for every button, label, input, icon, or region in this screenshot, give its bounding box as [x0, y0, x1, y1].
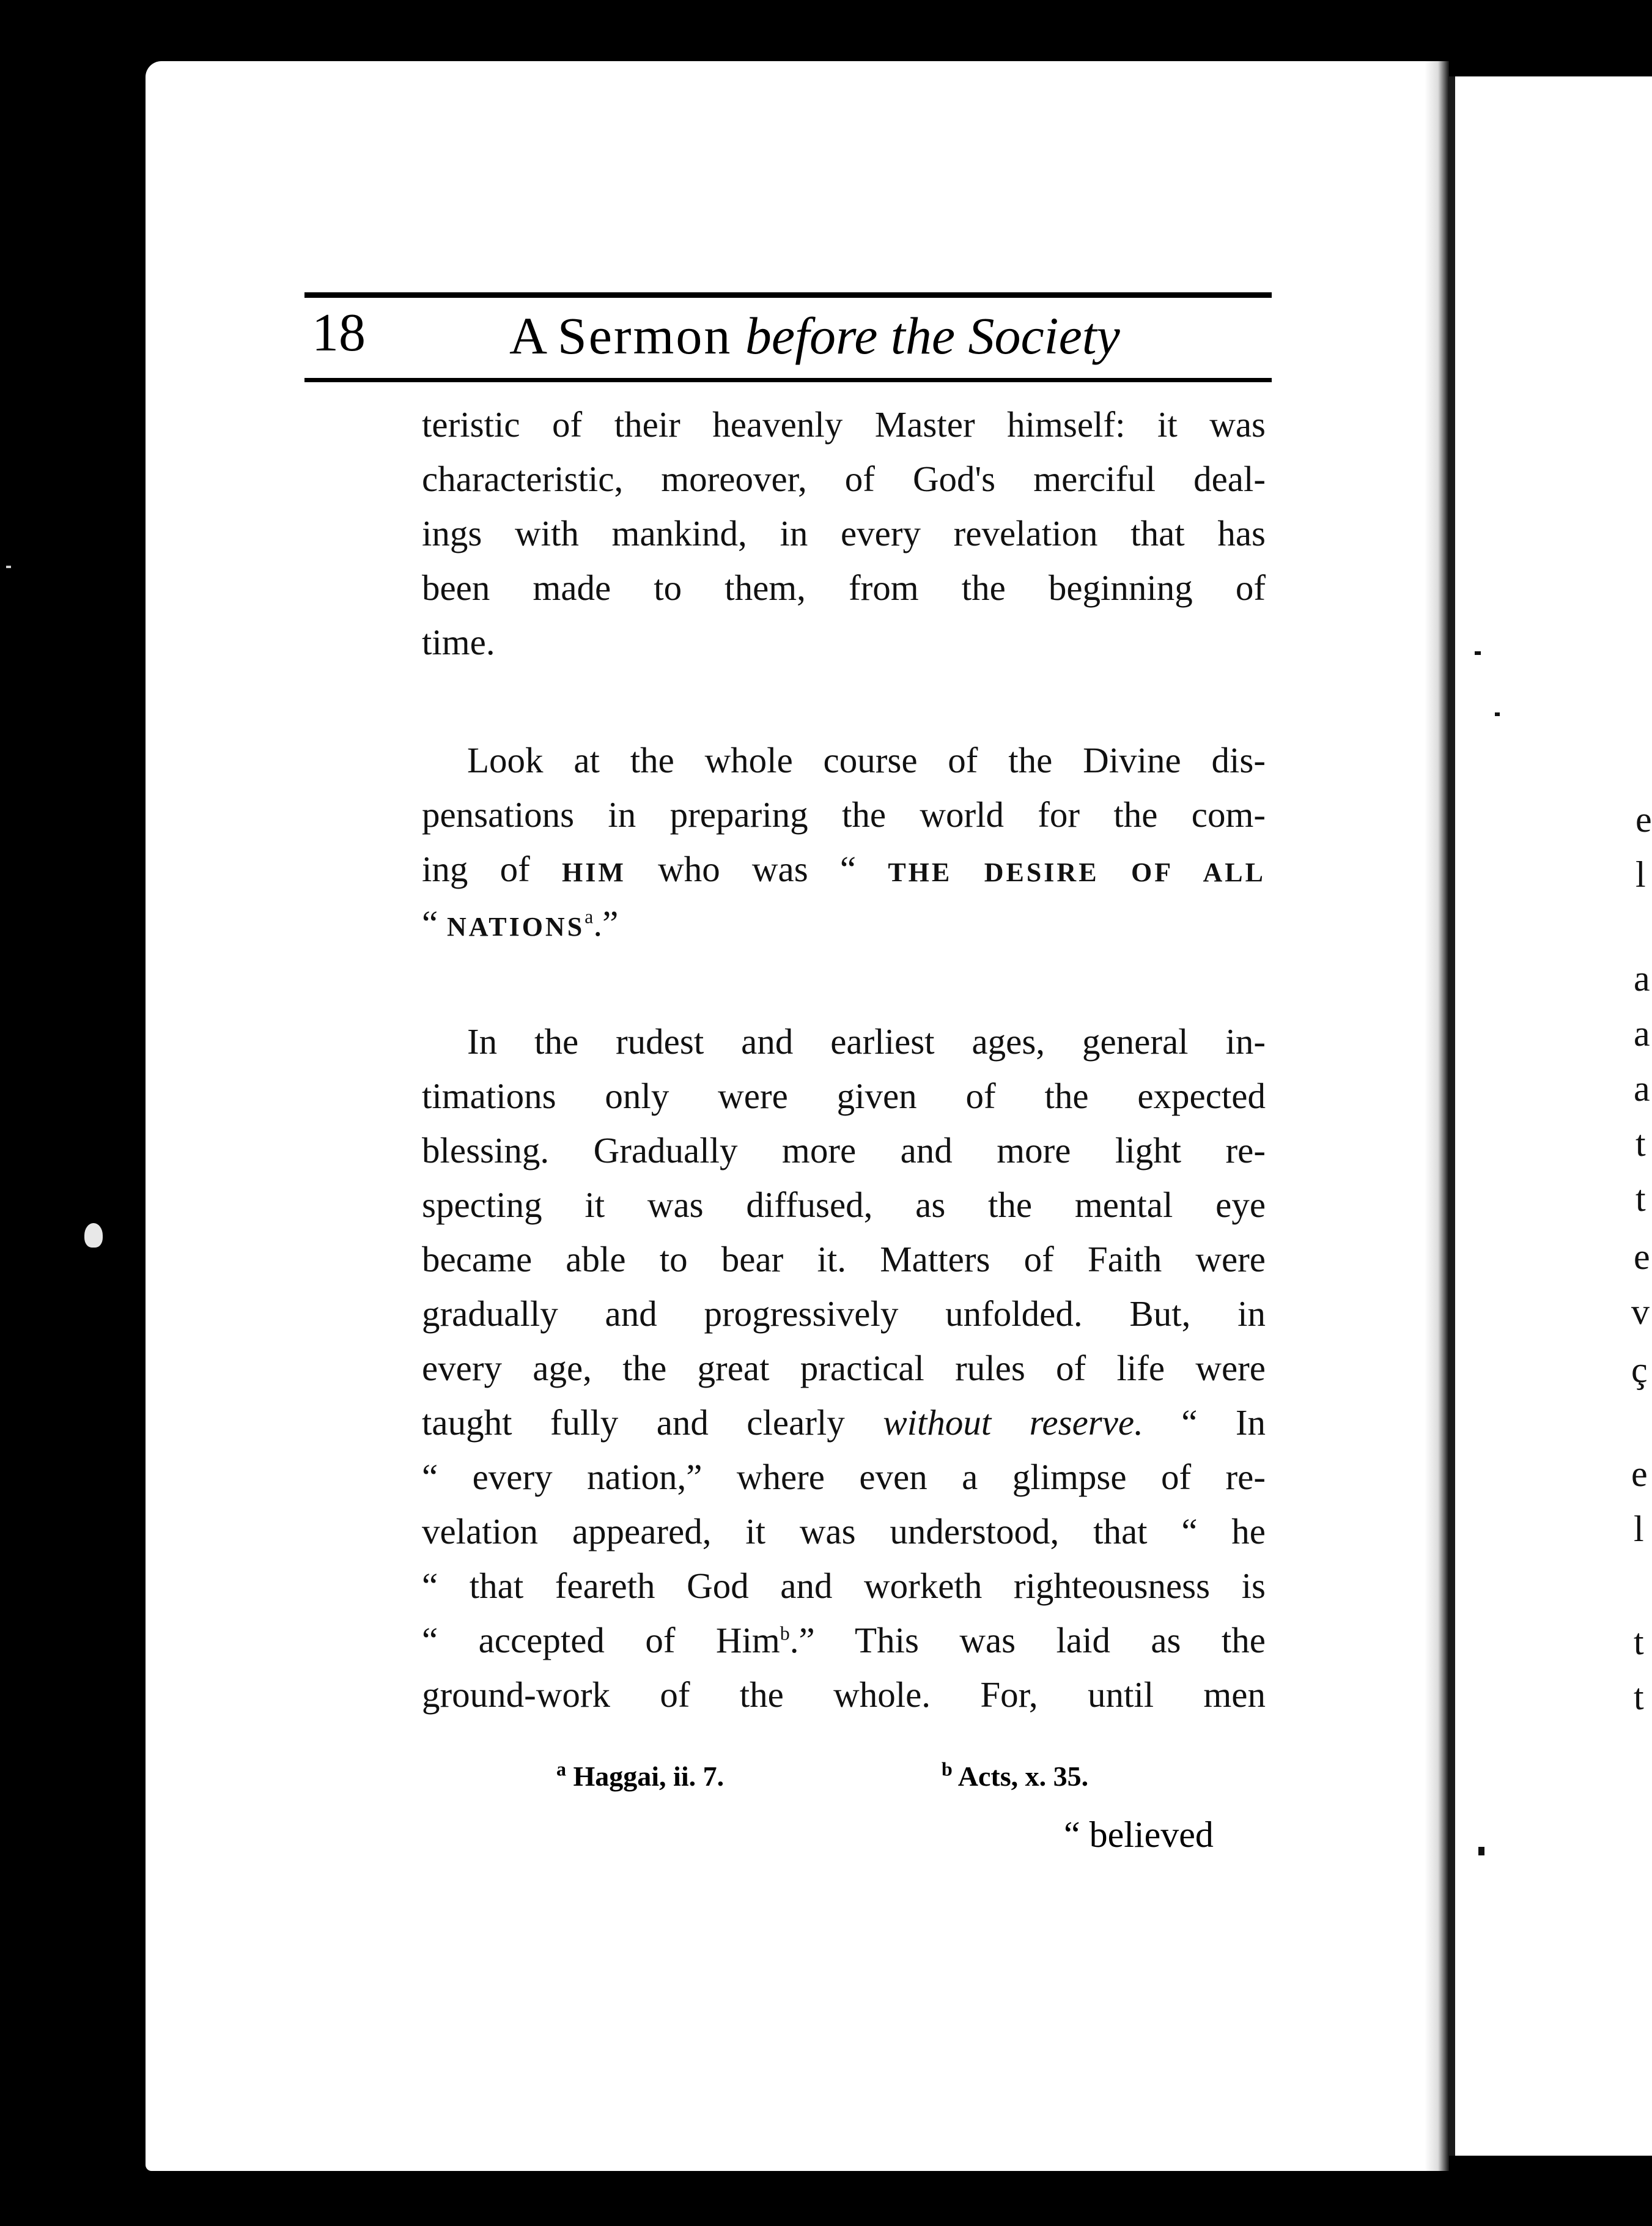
header-rule-bottom	[304, 378, 1272, 382]
text-line: In the rudest and earliest ages, general in-	[467, 1021, 1266, 1062]
edge-letter: e	[1635, 799, 1652, 840]
edge-letter: e	[1634, 1237, 1650, 1277]
text-line: gradually and progressively unfolded. But, in	[422, 1293, 1266, 1334]
margin-speck	[1495, 712, 1500, 716]
edge-letter: a	[1634, 1013, 1650, 1054]
page-gutter	[1425, 61, 1449, 2171]
edge-letter: t	[1634, 1622, 1644, 1662]
edge-letter: l	[1635, 854, 1646, 895]
margin-speck	[1478, 1847, 1484, 1855]
text-line: ings with mankind, in every revelation that has	[422, 513, 1266, 553]
text-line: time.	[422, 622, 495, 662]
text-line: been made to them, from the beginning of	[422, 568, 1266, 608]
text-line: characteristic, moreover, of God's merciful deal-	[422, 459, 1266, 499]
running-title: A Sermon before the Society	[509, 306, 1120, 365]
text-line: “ NATIONS$^a$.”	[422, 903, 619, 944]
paragraph-1	[422, 398, 1266, 670]
edge-letter: a	[1634, 958, 1650, 999]
footnotes	[556, 1752, 1259, 1801]
catchword: “ believed	[1064, 1814, 1214, 1855]
edge-letter: l	[1634, 1509, 1644, 1549]
edge-letter: t	[1634, 1677, 1644, 1717]
text-line: Look at the whole course of the Divine dis-	[467, 740, 1266, 780]
margin-speck	[1475, 651, 1481, 655]
text-line: teristic of their heavenly Master himself: it was	[422, 404, 1266, 445]
footnote-a: $^a$ Haggai, ii. 7.	[556, 1758, 725, 1792]
text-line: pensations in preparing the world for the com-	[422, 794, 1266, 835]
edge-letter: t	[1635, 1178, 1646, 1219]
paragraph-3	[422, 1015, 1266, 1722]
text-line: ing of HIM who was “ THE DESIRE OF ALL	[422, 849, 1266, 889]
text-line: became able to bear it. Matters of Faith were	[422, 1239, 1266, 1279]
text-line: ground-work of the whole. For, until men	[422, 1674, 1266, 1715]
text-line: specting it was diffused, as the mental eye	[422, 1185, 1266, 1225]
text-line: “ accepted of Him$^b$.” This was laid as the	[422, 1620, 1266, 1660]
text-line: every age, the great practical rules of life were	[422, 1348, 1266, 1388]
text-line: “ that feareth God and worketh righteousness is	[422, 1566, 1266, 1606]
edge-letter: e	[1631, 1454, 1648, 1494]
text-line: “ every nation,” where even a glimpse of re-	[422, 1457, 1266, 1497]
edge-letter: v	[1631, 1292, 1650, 1332]
edge-letter: ç	[1631, 1350, 1648, 1390]
text-line: taught fully and clearly without reserve. “ In	[422, 1402, 1266, 1443]
paragraph-2	[422, 733, 1266, 951]
edge-letter: t	[1635, 1123, 1646, 1164]
running-header	[304, 303, 1272, 375]
body-text	[422, 398, 1266, 1786]
page-number: 18	[312, 303, 366, 363]
text-line: blessing. Gradually more and more light re-	[422, 1130, 1266, 1170]
facing-page	[1449, 76, 1652, 2156]
text-line: velation appeared, it was understood, that “ he	[422, 1511, 1266, 1551]
text-line: timations only were given of the expected	[422, 1076, 1266, 1116]
margin-speck	[6, 566, 11, 568]
margin-speck	[84, 1223, 103, 1248]
footnote-b: $^b$ Acts, x. 35.	[942, 1758, 1089, 1792]
header-rule-top	[304, 292, 1272, 298]
edge-letter: a	[1634, 1068, 1650, 1109]
